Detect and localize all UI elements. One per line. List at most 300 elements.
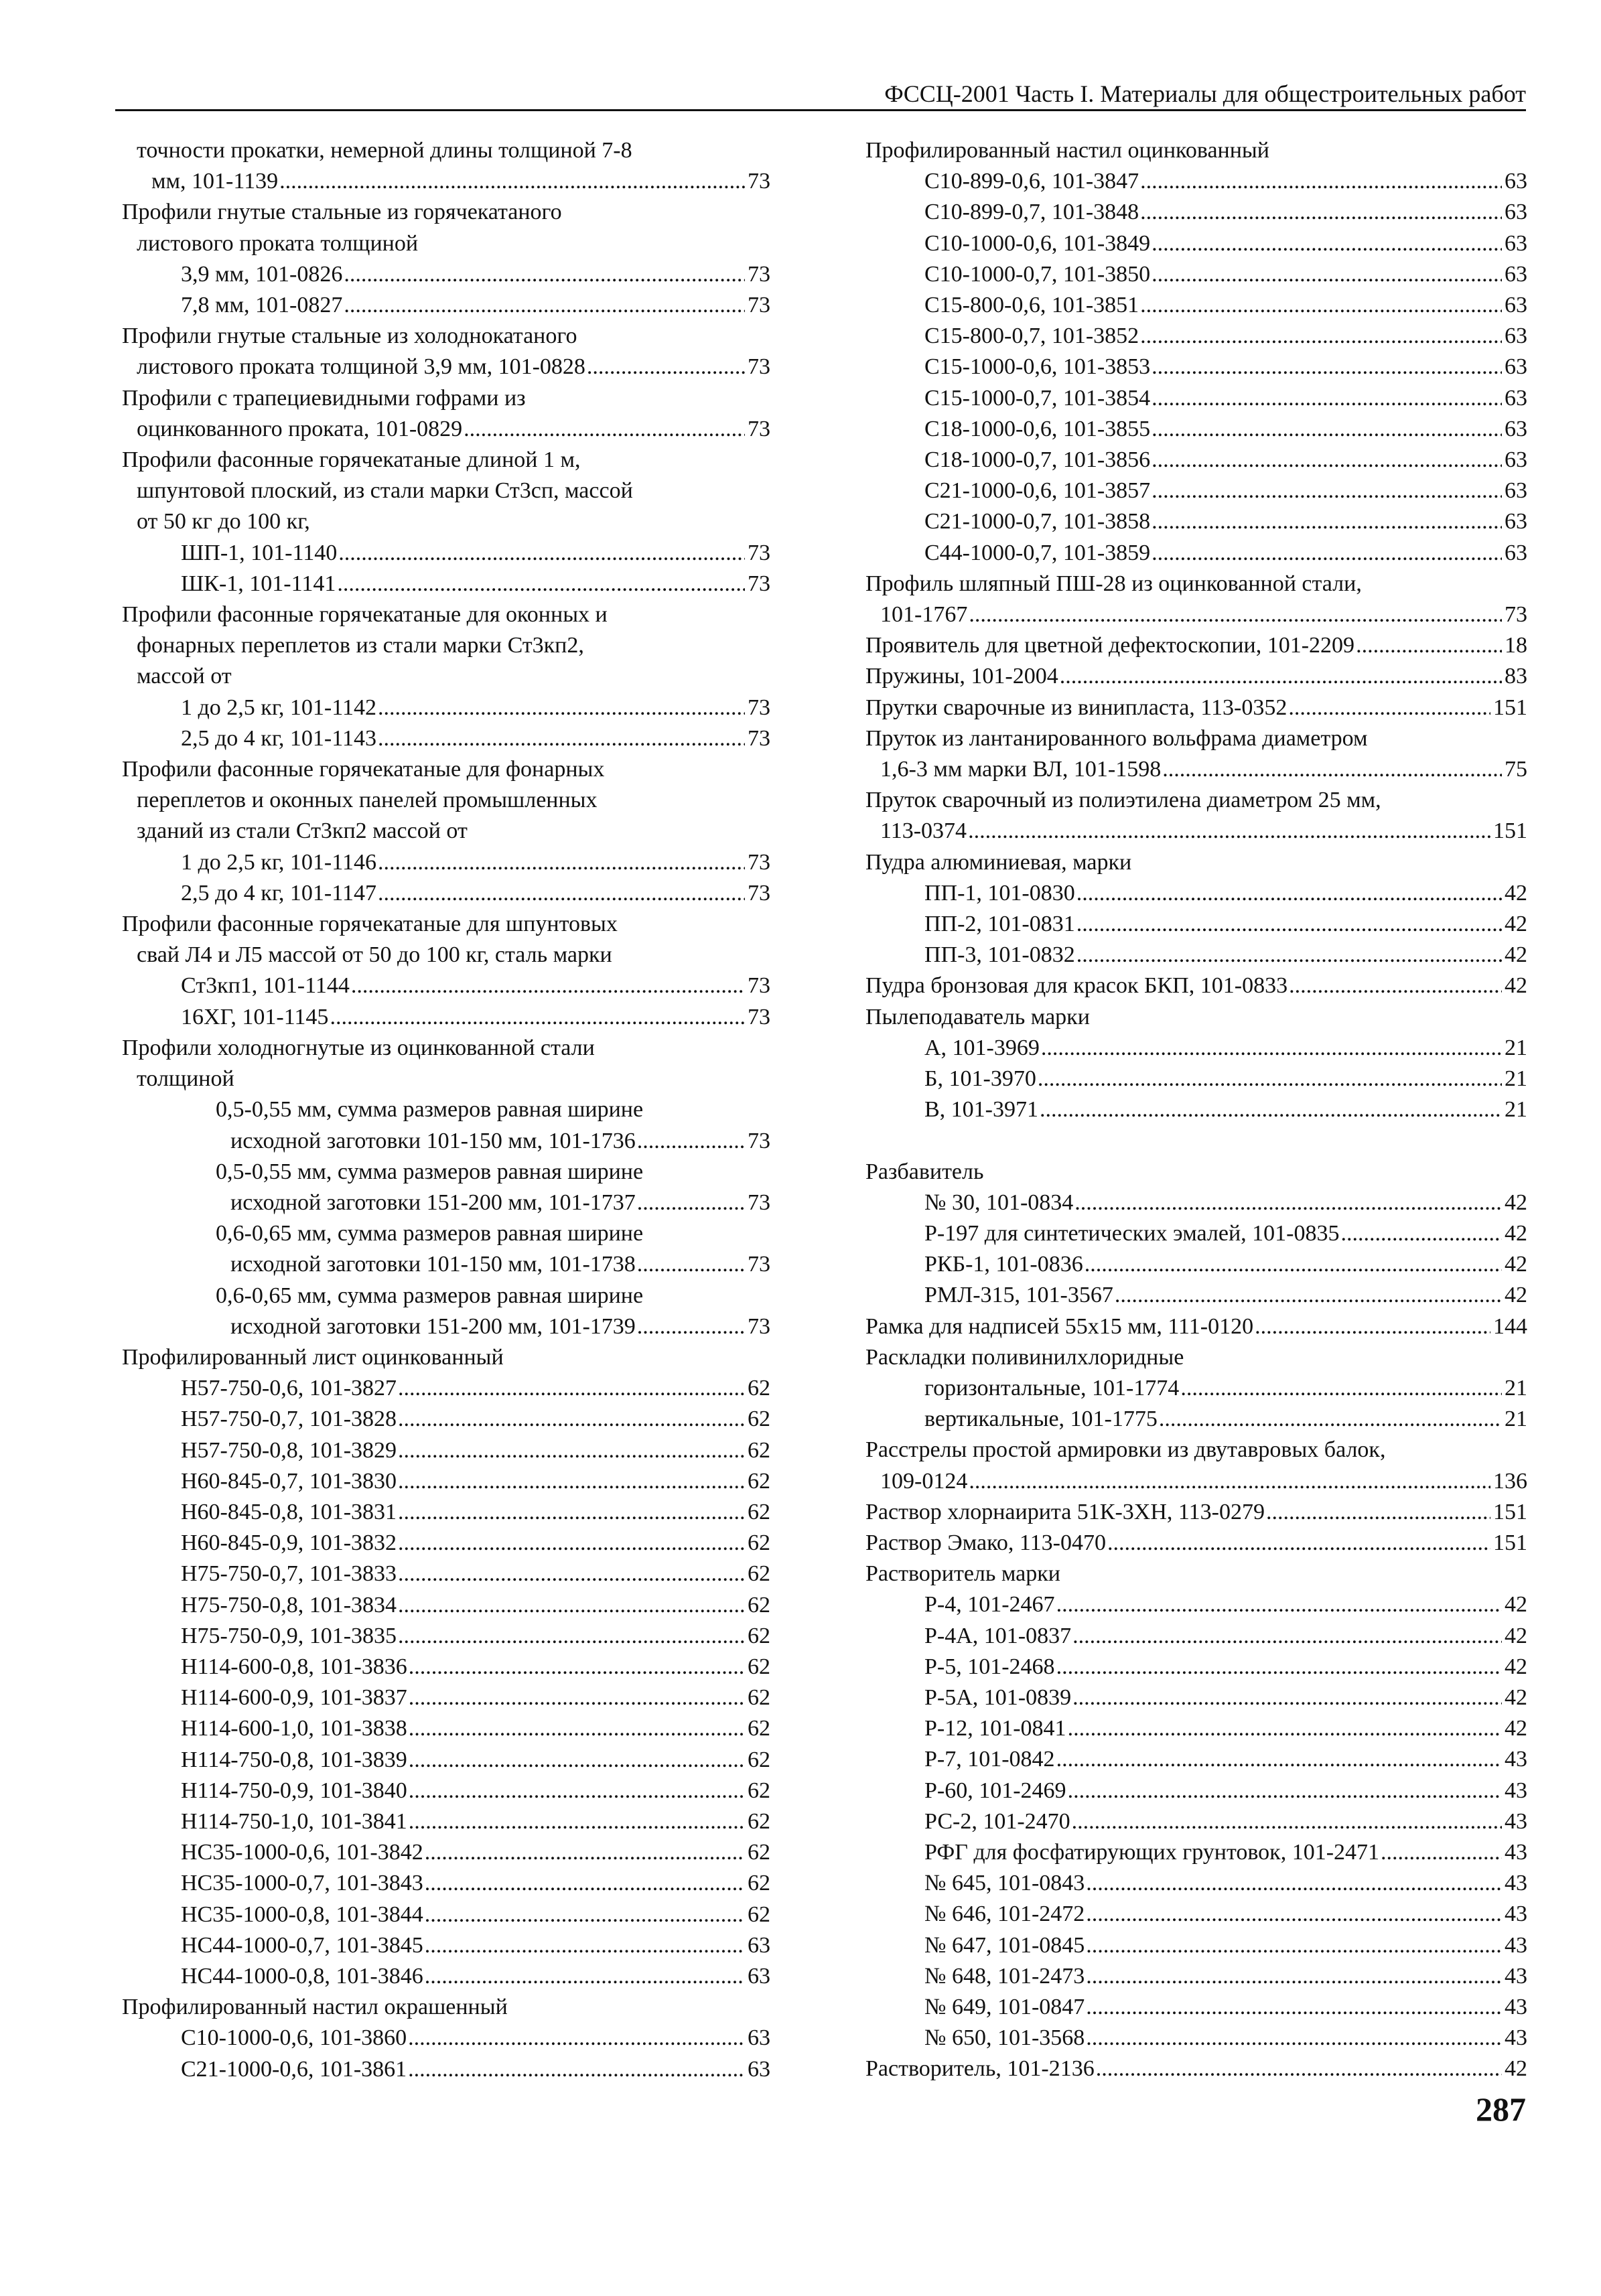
index-entry-line (865, 1652, 1527, 1682)
index-entry-line (865, 1249, 1527, 1280)
index-entry-line (122, 290, 770, 321)
index-entry-text: С21-1000-0,6, 101-3861 (181, 2056, 407, 2082)
index-entry-line (865, 630, 1527, 661)
index-entry-text: Растворитель марки (865, 1561, 1060, 1587)
index-entry-text: Профили гнутые стальные из холоднокатаного (122, 324, 577, 349)
index-entry-line (865, 878, 1527, 909)
index-entry (122, 723, 770, 754)
index-entry-text: 0,5-0,55 мм, сумма размеров равная ширине (216, 1159, 644, 1184)
index-page-ref: 43 (1505, 2025, 1527, 2051)
index-entry (122, 847, 770, 878)
index-entry-line (122, 1899, 770, 1930)
index-entry-line (122, 352, 770, 382)
index-entry-text: 109-0124 (880, 1468, 968, 1494)
index-entry-text: 7,8 мм, 101-0827 (181, 293, 343, 318)
index-entry-line (865, 1404, 1527, 1435)
index-entry-line (865, 290, 1527, 321)
index-entry (865, 1033, 1527, 1064)
index-entry-text: № 647, 101-0845 (924, 1932, 1085, 1958)
dot-leader (338, 538, 745, 569)
index-entry (865, 1435, 1527, 1496)
dot-leader (398, 1528, 745, 1559)
index-page-ref: 144 (1493, 1313, 1527, 1339)
index-page-ref: 43 (1505, 1747, 1527, 1772)
index-entry-line (122, 538, 770, 569)
index-entry (865, 538, 1527, 569)
dot-leader (378, 693, 745, 723)
index-entry-line (122, 1466, 770, 1497)
index-entry (122, 693, 770, 723)
index-page-ref: 63 (1505, 293, 1527, 318)
index-entry-line (122, 971, 770, 1001)
index-entry (122, 1590, 770, 1621)
index-entry-text: горизонтальные, 101-1774 (924, 1375, 1180, 1401)
index-entry-line (122, 1497, 770, 1528)
index-entry (865, 1497, 1527, 1528)
index-entry-text: Н57-750-0,6, 101-3827 (181, 1376, 397, 1401)
index-page-ref: 73 (748, 354, 770, 380)
index-entry-text: листового проката толщиной 3,9 мм, 101-0828 (137, 354, 585, 380)
index-page-ref: 73 (748, 1128, 770, 1153)
dot-leader (1381, 1837, 1502, 1868)
index-entry-text: Профили фасонные горячекатаные для фонарных (122, 757, 605, 782)
index-entry-line (865, 1713, 1527, 1744)
index-entry (122, 599, 770, 693)
index-entry-line (122, 661, 770, 692)
index-page-ref: 73 (748, 695, 770, 720)
dot-leader (344, 259, 745, 290)
index-entry-line (865, 693, 1527, 723)
dot-leader (1096, 2054, 1502, 2084)
index-entry-line (122, 693, 770, 723)
index-entry-text: Профили с трапециевидными гофрами из (122, 385, 526, 411)
index-entry-text: 1 до 2,5 кг, 101-1146 (181, 849, 376, 875)
index-entry-text: НС44-1000-0,8, 101-3846 (181, 1963, 423, 1989)
index-entry (865, 1652, 1527, 1682)
index-entry (865, 723, 1527, 785)
dot-leader (1140, 290, 1502, 321)
index-page-ref: 42 (1505, 1190, 1527, 1215)
index-entry-text: 1,6-3 мм марки ВЛ, 101-1598 (880, 757, 1162, 782)
index-page-ref: 63 (1505, 478, 1527, 504)
index-entry-text: Рамка для надписей 55х15 мм, 111-0120 (865, 1313, 1254, 1339)
index-entry-text: Проявитель для цветной дефектоскопии, 101-2209 (865, 633, 1355, 658)
index-entry-line (865, 1930, 1527, 1961)
index-entry-text: № 648, 101-2473 (924, 1963, 1085, 1989)
index-entry-line (122, 383, 770, 414)
dot-leader (1076, 878, 1502, 909)
index-entry-text: Профиль шляпный ПШ-28 из оцинкованной стали, (865, 571, 1362, 596)
index-entry-line (865, 847, 1527, 878)
index-page-ref: 73 (748, 169, 770, 194)
index-page-ref: 63 (748, 2056, 770, 2082)
index-entry (865, 1404, 1527, 1435)
dot-leader (969, 599, 1502, 630)
index-entry (865, 569, 1527, 630)
index-entry (122, 1528, 770, 1559)
index-entry-line (122, 414, 770, 445)
index-entry (865, 693, 1527, 723)
index-entry-text: 1 до 2,5 кг, 101-1142 (181, 695, 376, 720)
index-entry-text: массой от (137, 664, 232, 689)
dot-leader (1162, 754, 1502, 785)
dot-leader (337, 569, 745, 599)
index-page-ref: 62 (748, 1716, 770, 1741)
index-entry-text: Р-60, 101-2469 (924, 1778, 1066, 1803)
index-entry-line (122, 228, 770, 259)
index-entry-text: Р-197 для синтетических эмалей, 101-0835 (924, 1220, 1340, 1246)
index-entry-line (865, 1589, 1527, 1620)
page-number: 287 (1476, 2090, 1526, 2128)
index-entry-line (122, 1776, 770, 1806)
index-entry (122, 1404, 770, 1435)
index-page-ref: 73 (748, 725, 770, 751)
index-entry-text: ПП-1, 101-0830 (924, 880, 1075, 906)
index-entry-text: С18-1000-0,6, 101-3855 (924, 416, 1151, 441)
index-entry (122, 1961, 770, 1992)
dot-leader (409, 1682, 745, 1713)
index-page-ref: 21 (1505, 1375, 1527, 1401)
index-entry-text: А, 101-3969 (924, 1035, 1040, 1060)
dot-leader (398, 1404, 745, 1435)
index-page-ref: 63 (1505, 385, 1527, 411)
dot-leader (1086, 1868, 1502, 1899)
index-page-ref: 151 (1493, 1499, 1527, 1524)
index-entry-line (122, 847, 770, 878)
dot-leader (1085, 1249, 1502, 1280)
index-entry-text: С18-1000-0,7, 101-3856 (924, 447, 1151, 473)
index-entry (122, 754, 770, 847)
index-entry-text: Прутки сварочные из винипласта, 113-0352 (865, 695, 1287, 720)
index-entry (865, 909, 1527, 940)
dot-leader (1356, 630, 1502, 661)
index-entry (122, 909, 770, 971)
dot-leader (398, 1621, 745, 1652)
index-entry-text: С15-1000-0,6, 101-3853 (924, 354, 1151, 380)
index-entry (122, 445, 770, 538)
index-entry-line (122, 1837, 770, 1868)
index-entry-line (122, 1281, 770, 1311)
dot-leader (408, 2054, 745, 2085)
dot-leader (1086, 2023, 1502, 2054)
dot-leader (1056, 1589, 1502, 1620)
index-page-ref: 42 (1505, 1623, 1527, 1648)
index-entry (122, 197, 770, 259)
index-entry (865, 506, 1527, 537)
index-entry-line (865, 971, 1527, 1001)
index-entry (865, 383, 1527, 414)
index-entry-line (865, 1188, 1527, 1218)
index-page-ref: 42 (1505, 1716, 1527, 1741)
dot-leader (425, 1899, 745, 1930)
index-entry-line (865, 1002, 1527, 1033)
dot-leader (1115, 1280, 1502, 1311)
index-entry-text: Н114-600-1,0, 101-3838 (181, 1716, 407, 1741)
index-entry (122, 1837, 770, 1868)
dot-leader (1152, 228, 1502, 259)
index-entry (865, 1218, 1527, 1249)
index-page-ref: 73 (748, 1004, 770, 1029)
index-entry (865, 1961, 1527, 1992)
index-entry-line (122, 2054, 770, 2085)
index-entry-line (865, 321, 1527, 352)
index-page-ref: 62 (748, 1654, 770, 1679)
index-entry-text: исходной заготовки 101-150 мм, 101-1736 (230, 1128, 636, 1153)
index-entry-line (865, 1528, 1527, 1559)
index-entry-text: Н75-750-0,8, 101-3834 (181, 1592, 397, 1618)
index-entry-text: С44-1000-0,7, 101-3859 (924, 540, 1151, 565)
index-entry (865, 1311, 1527, 1342)
dot-leader (351, 971, 745, 1001)
index-entry (122, 1033, 770, 1094)
index-entry (865, 1002, 1527, 1033)
dot-leader (1072, 1682, 1502, 1713)
dot-leader (1074, 1188, 1502, 1218)
index-entry-text: Профили фасонные горячекатаные для оконных и (122, 602, 608, 628)
index-page-ref: 42 (1505, 942, 1527, 968)
index-entry-text: НС35-1000-0,6, 101-3842 (181, 1840, 423, 1865)
index-page-ref: 62 (748, 1376, 770, 1401)
index-entry-text: № 650, 101-3568 (924, 2025, 1085, 2051)
dot-leader (1288, 693, 1490, 723)
index-entry (122, 1002, 770, 1033)
index-entry-line (865, 135, 1527, 166)
index-entry (865, 1342, 1527, 1373)
dot-leader (968, 816, 1490, 847)
index-entry (865, 661, 1527, 692)
dot-leader (637, 1126, 745, 1157)
index-entry-line (865, 1744, 1527, 1775)
index-entry-line (865, 1435, 1527, 1465)
index-entry-line (865, 816, 1527, 847)
index-entry (122, 1218, 770, 1280)
index-page-ref: 42 (1505, 1283, 1527, 1308)
index-entry (865, 1868, 1527, 1899)
dot-leader (425, 1930, 745, 1961)
index-entry (122, 971, 770, 1001)
index-entry (865, 1528, 1527, 1559)
index-entry (122, 135, 770, 197)
dot-leader (1152, 414, 1502, 445)
index-page-ref: 62 (748, 1468, 770, 1494)
index-page-ref: 43 (1505, 1871, 1527, 1896)
index-entry-text: С10-899-0,6, 101-3847 (924, 169, 1139, 194)
index-entry-text: Н57-750-0,7, 101-3828 (181, 1407, 397, 1432)
index-entry-line (865, 538, 1527, 569)
index-entry (122, 290, 770, 321)
index-entry-line (122, 135, 770, 166)
index-entry-line (865, 2054, 1527, 2084)
index-entry-line (122, 1930, 770, 1961)
index-entry (122, 1094, 770, 1156)
index-page-ref: 62 (748, 1747, 770, 1772)
index-entry (865, 1776, 1527, 1806)
index-entry-line (122, 2023, 770, 2054)
index-entry-text: фонарных переплетов из стали марки Ст3кп2, (137, 633, 584, 658)
index-entry-line (865, 569, 1527, 599)
index-entry (865, 197, 1527, 228)
dot-leader (378, 878, 745, 909)
header-rule (115, 109, 1526, 111)
index-entry-line (865, 1776, 1527, 1806)
index-entry-text: НС35-1000-0,8, 101-3844 (181, 1902, 423, 1927)
index-entry (865, 1744, 1527, 1775)
index-page-ref: 73 (1505, 602, 1527, 628)
index-page-ref: 62 (748, 1407, 770, 1432)
index-entry-line (865, 166, 1527, 197)
index-page-ref: 63 (1505, 324, 1527, 349)
dot-leader (1068, 1776, 1502, 1806)
index-entry-text: 2,5 до 4 кг, 101-1143 (181, 725, 376, 751)
index-entry-line (865, 1497, 1527, 1528)
dot-leader (1152, 445, 1502, 476)
index-entry-line (865, 1033, 1527, 1064)
index-page-ref: 42 (1505, 1252, 1527, 1277)
index-page-ref: 43 (1505, 1778, 1527, 1803)
index-entry-line (122, 1188, 770, 1218)
index-page-ref: 43 (1505, 1808, 1527, 1834)
index-entry-line (865, 785, 1527, 816)
index-entry-line (122, 476, 770, 506)
index-page-ref: 63 (1505, 200, 1527, 225)
index-entry-text: С15-800-0,6, 101-3851 (924, 293, 1139, 318)
index-entry (865, 1188, 1527, 1218)
index-entry (865, 878, 1527, 909)
index-entry (122, 1435, 770, 1466)
index-page-ref: 43 (1505, 1932, 1527, 1958)
index-entry-line (122, 909, 770, 940)
dot-leader (1086, 1899, 1502, 1930)
index-entry-text: С21-1000-0,7, 101-3858 (924, 509, 1151, 534)
index-entry (122, 1745, 770, 1776)
dot-leader (1152, 383, 1502, 414)
index-entry-line (122, 1373, 770, 1404)
index-entry (122, 1899, 770, 1930)
index-entry (865, 971, 1527, 1001)
index-page-ref: 63 (1505, 447, 1527, 473)
index-entry-line (865, 1218, 1527, 1249)
index-entry (865, 1280, 1527, 1311)
index-entry-line (122, 1094, 770, 1125)
index-entry-text: точности прокатки, немерной длины толщиной 7-8 (137, 138, 632, 163)
index-entry-text: Пылеподаватель марки (865, 1004, 1090, 1029)
dot-leader (398, 1435, 745, 1466)
index-entry-text: вертикальные, 101-1775 (924, 1407, 1158, 1432)
index-entry (865, 1157, 1527, 1188)
index-entry-line (122, 1590, 770, 1621)
index-entry-text: Н114-600-0,9, 101-3837 (181, 1685, 407, 1711)
index-page-ref: 83 (1505, 664, 1527, 689)
index-entry-line (865, 1806, 1527, 1837)
index-entry-line (865, 1342, 1527, 1373)
index-page-ref: 63 (748, 1932, 770, 1958)
index-entry-text: С10-1000-0,6, 101-3860 (181, 2025, 407, 2051)
index-entry-line (122, 445, 770, 476)
index-entry-text: 3,9 мм, 101-0826 (181, 261, 343, 287)
dot-leader (425, 1961, 745, 1992)
index-page-ref: 151 (1493, 818, 1527, 844)
dot-leader (425, 1868, 745, 1899)
index-entry-text: оцинкованного проката, 101-0829 (137, 416, 463, 441)
index-entry-text: Пруток сварочный из полиэтилена диаметром 25 мм, (865, 788, 1381, 813)
index-entry (865, 352, 1527, 382)
index-entry (865, 1064, 1527, 1094)
index-entry-text: РКБ-1, 101-0836 (924, 1252, 1083, 1277)
index-entry (865, 166, 1527, 197)
index-entry (865, 228, 1527, 259)
index-entry-text: Н75-750-0,9, 101-3835 (181, 1623, 397, 1648)
dot-leader (1038, 1064, 1502, 1094)
index-entry-text: РМЛ-315, 101-3567 (924, 1283, 1113, 1308)
index-entry-text: Б, 101-3970 (924, 1066, 1036, 1092)
index-entry-line (122, 1713, 770, 1744)
dot-leader (1255, 1311, 1490, 1342)
dot-leader (1086, 1930, 1502, 1961)
index-entry-line (122, 1002, 770, 1033)
index-entry-line (865, 1157, 1527, 1188)
index-entry-text: ШК-1, 101-1141 (181, 571, 336, 596)
index-entry-text: Профилированный настил окрашенный (122, 1995, 508, 2020)
index-entry (122, 878, 770, 909)
dot-leader (344, 290, 745, 321)
index-page-ref: 63 (748, 2025, 770, 2051)
index-entry-line (865, 228, 1527, 259)
index-entry (865, 1992, 1527, 2023)
index-entry-text: толщиной (137, 1066, 234, 1092)
index-entry (122, 1930, 770, 1961)
index-entry (865, 940, 1527, 971)
index-entry-text: НС35-1000-0,7, 101-3843 (181, 1871, 423, 1896)
index-entry (865, 785, 1527, 847)
dot-leader (1040, 1094, 1502, 1125)
index-page-ref: 42 (1505, 973, 1527, 999)
index-entry (865, 847, 1527, 878)
index-entry-text: Раствор хлорнаирита 51К-3ХН, 113-0279 (865, 1499, 1265, 1524)
index-entry-line (122, 630, 770, 661)
index-page-ref: 73 (748, 293, 770, 318)
index-entry-line (122, 1652, 770, 1682)
dot-leader (1072, 1806, 1502, 1837)
index-entry-line (865, 445, 1527, 476)
dot-leader (409, 1745, 745, 1776)
index-entry-text: Растворитель, 101-2136 (865, 2056, 1095, 2082)
index-page-ref: 63 (1505, 540, 1527, 565)
index-entry (865, 1589, 1527, 1620)
index-entry-line (865, 1837, 1527, 1868)
index-entry-line (122, 816, 770, 847)
index-entry-text: шпунтовой плоский, из стали марки Ст3сп, массой (137, 478, 633, 504)
index-entry (865, 1930, 1527, 1961)
index-entry (865, 1373, 1527, 1404)
index-page-ref: 73 (748, 880, 770, 906)
index-entry (122, 1373, 770, 1404)
index-entry-text: Р-5А, 101-0839 (924, 1684, 1072, 1710)
index-entry-line (122, 321, 770, 352)
index-entry-line (865, 1373, 1527, 1404)
index-entry-line (865, 661, 1527, 692)
dot-leader (1140, 321, 1502, 352)
index-entry (122, 2054, 770, 2085)
dot-leader (408, 2023, 745, 2054)
index-entry-line (865, 414, 1527, 445)
index-entry-line (122, 1249, 770, 1280)
index-entry-text: 0,5-0,55 мм, сумма размеров равная ширине (216, 1097, 644, 1123)
dot-leader (1060, 661, 1502, 692)
index-page-ref: 62 (748, 1499, 770, 1524)
index-entry-text: Н60-845-0,7, 101-3830 (181, 1468, 397, 1494)
index-entry (865, 414, 1527, 445)
index-entry (122, 1342, 770, 1373)
